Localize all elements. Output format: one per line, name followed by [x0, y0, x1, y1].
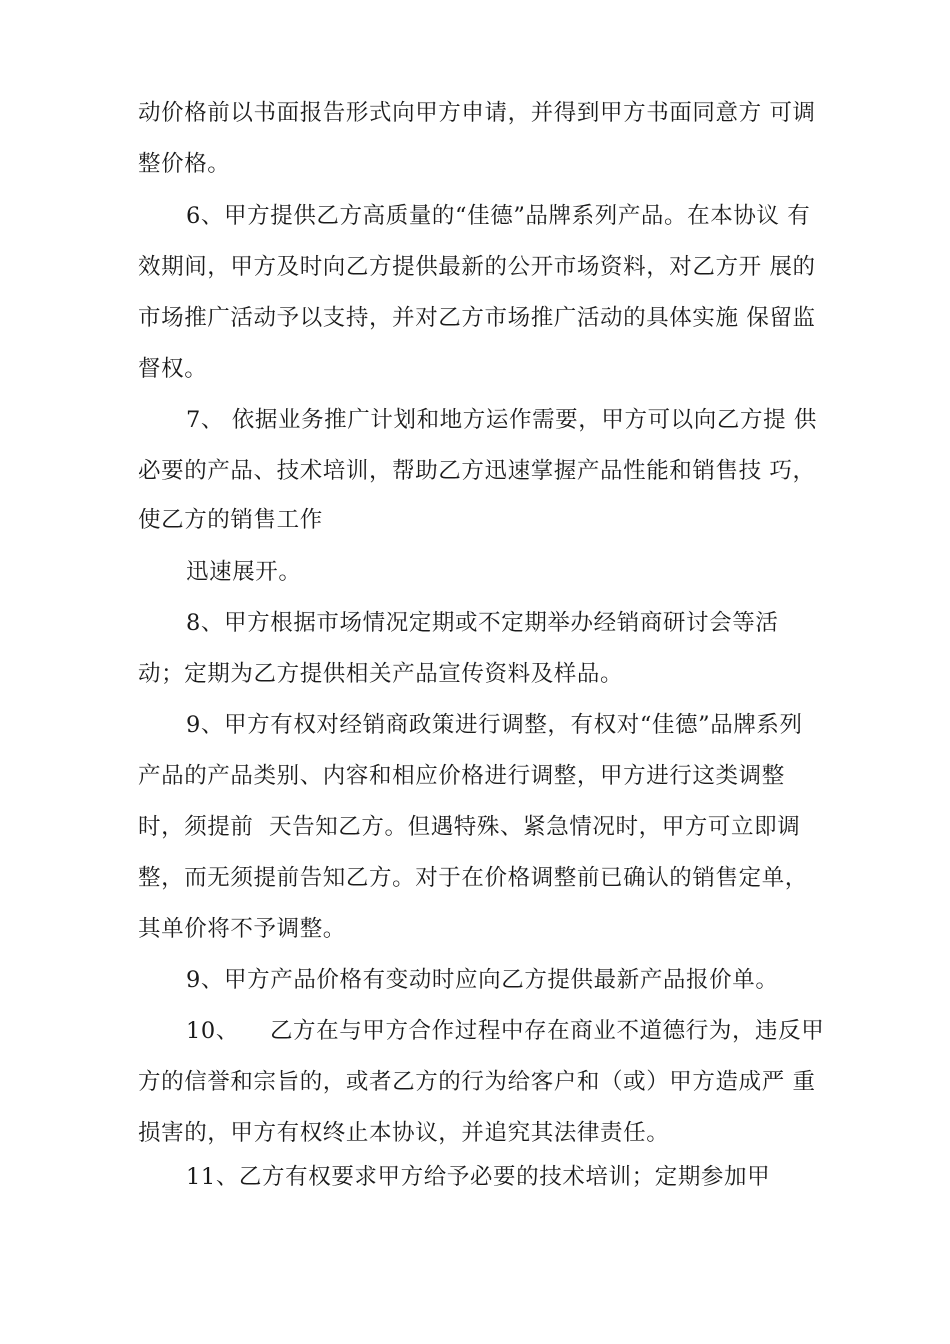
text-line: 必要的产品、技术培训，帮助乙方迅速掌握产品性能和销售技 巧，: [138, 458, 816, 484]
text-line: 11、乙方有权要求甲方给予必要的技术培训；定期参加甲: [186, 1164, 771, 1190]
text-line: 迅速展开。: [186, 559, 302, 585]
text-line: 时，须提前 天告知乙方。但遇特殊、紧急情况时，甲方可立即调: [138, 814, 801, 840]
text-line: 方的信誉和宗旨的，或者乙方的行为给客户和（或）甲方造成严 重: [138, 1069, 816, 1095]
text-line: 7、 依据业务推广计划和地方运作需要，甲方可以向乙方提 供: [186, 407, 818, 433]
text-line: 6、甲方提供乙方高质量的“佳德”品牌系列产品。在本协议 有: [186, 203, 811, 229]
text-line: 效期间，甲方及时向乙方提供最新的公开市场资料，对乙方开 展的: [138, 254, 816, 280]
text-line: 整，而无须提前告知乙方。对于在价格调整前已确认的销售定单，: [138, 865, 808, 891]
text-line: 使乙方的销售工作: [138, 507, 323, 533]
text-line: 其单价将不予调整。: [138, 916, 346, 942]
text-line: 产品的产品类别、内容和相应价格进行调整，甲方进行这类调整: [138, 763, 785, 789]
text-line: 9、甲方有权对经销商政策进行调整，有权对“佳德”品牌系列: [186, 712, 803, 738]
text-line: 督权。: [138, 356, 208, 382]
text-line: 损害的，甲方有权终止本协议，并追究其法律责任。: [138, 1120, 670, 1146]
text-line: 整价格。: [138, 151, 231, 177]
text-line: 8、甲方根据市场情况定期或不定期举办经销商研讨会等活: [186, 610, 779, 636]
text-line: 9、甲方产品价格有变动时应向乙方提供最新产品报价单。: [186, 967, 779, 993]
text-line: 动价格前以书面报告形式向甲方申请，并得到甲方书面同意方 可调: [138, 100, 816, 126]
text-line: 市场推广活动予以支持，并对乙方市场推广活动的具体实施 保留监: [138, 305, 816, 331]
text-line: 动；定期为乙方提供相关产品宣传资料及样品。: [138, 661, 624, 687]
text-line: 10、 乙方在与甲方合作过程中存在商业不道德行为，违反甲: [186, 1018, 825, 1044]
